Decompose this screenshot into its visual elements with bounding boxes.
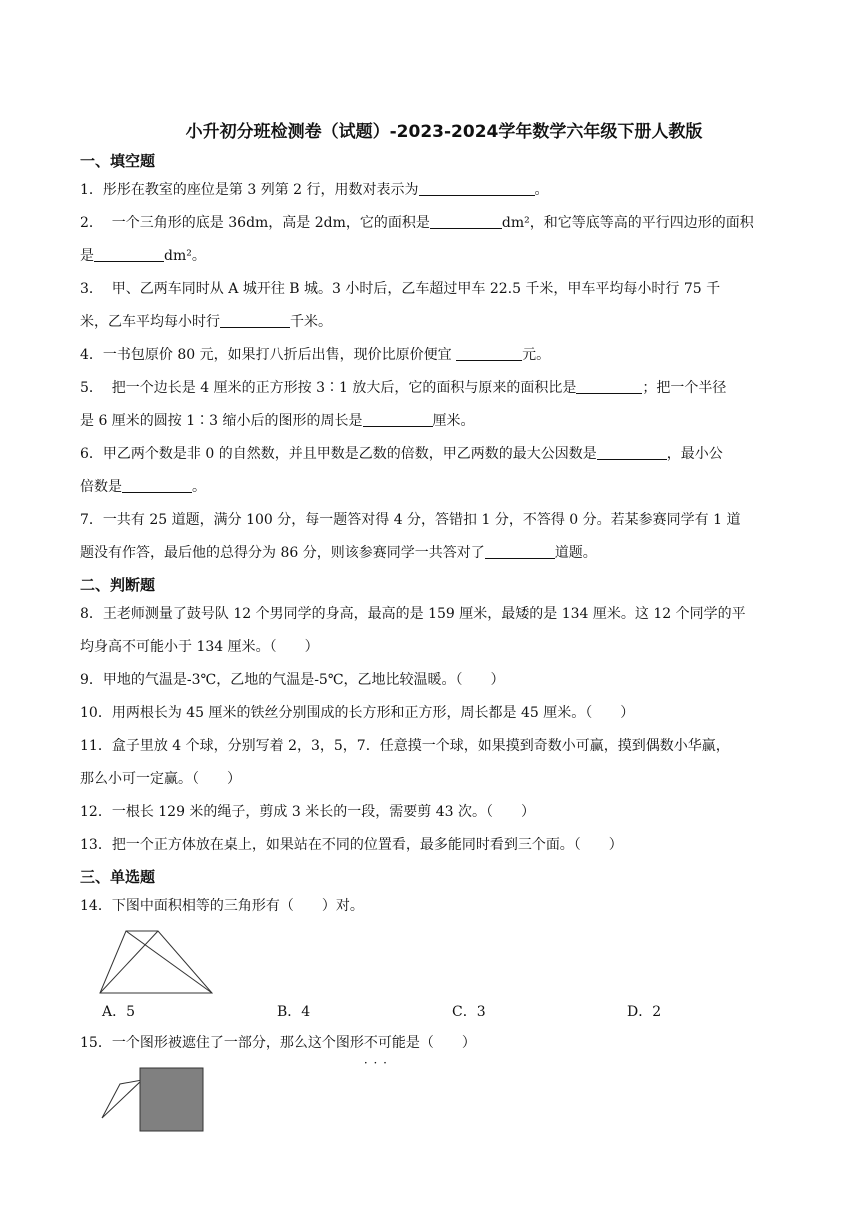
answer-blank[interactable] — [430, 212, 502, 229]
question-14-choices — [80, 997, 808, 1027]
gray-cover-square — [140, 1068, 203, 1131]
question-13: 13．把一个正方体放在桌上，如果站在不同的位置看，最多能同时看到三个面。（ ） — [80, 837, 623, 853]
page-title: 小升初分班检测卷（试题）-2023-2024学年数学六年级下册人教版 — [185, 122, 703, 142]
answer-blank[interactable] — [456, 344, 522, 361]
covered-shape-figure — [100, 1066, 210, 1134]
question-6: 6．甲乙两个数是非 0 的自然数，并且甲数是乙数的倍数，甲乙两数的最大公因数是 ，最小公 倍数是 。 — [80, 438, 808, 504]
answer-blank[interactable] — [94, 245, 164, 262]
section-single-choice: 三、单选题 — [80, 868, 156, 886]
answer-blank[interactable] — [122, 476, 192, 493]
diagonal-line — [126, 931, 212, 993]
question-12: 12．一根长 129 米的绳子，剪成 3 米长的一段，需要剪 43 次。（ ） — [80, 804, 535, 820]
answer-blank[interactable] — [419, 179, 535, 196]
choice-a[interactable]: A．5 — [102, 1004, 136, 1020]
triangle-figure — [98, 929, 216, 997]
partial-triangle — [102, 1080, 142, 1118]
answer-blank[interactable] — [597, 443, 667, 460]
answer-blank[interactable] — [485, 542, 555, 559]
diagonal-line — [100, 931, 158, 993]
question-7: 7．一共有 25 道题，满分 100 分，每一题答对得 4 分，答错扣 1 分，不答得 0 分。若某参赛同学有 1 道 题没有作答，最后他的总得分为 86 分，则该参赛同学一共答对了 道题。 — [80, 512, 741, 561]
question-15: 15．一个图形被遮住了一部分，那么这个图形不可能 · · ·是（ ） — [80, 1027, 808, 1060]
emphasis-text: 不可能 · · · — [364, 1035, 406, 1051]
section-true-false: 二、判断题 — [80, 576, 156, 594]
question-4: 4．一书包原价 80 元，如果打八折后出售，现价比原价便宜 元。 — [80, 339, 808, 372]
answer-blank[interactable] — [363, 410, 433, 427]
answer-blank[interactable] — [220, 311, 290, 328]
question-5: 5． 把一个边长是 4 厘米的正方形按 3∶1 放大后，它的面积与原来的面积比是 ；把一个半径 是 6 厘米的圆按 1∶3 缩小后的图形的周长是 厘米。 — [80, 372, 808, 438]
question-1: 1．彤彤在教室的座位是第 3 列第 2 行，用数对表示为 。 — [80, 174, 808, 207]
answer-blank[interactable] — [576, 377, 642, 394]
choice-b[interactable]: B．4 — [277, 1004, 311, 1020]
choice-d[interactable]: D．2 — [627, 1004, 662, 1020]
question-9: 9．甲地的气温是-3℃，乙地的气温是-5℃，乙地比较温暖。（ ） — [80, 672, 505, 688]
question-11: 11．盒子里放 4 个球，分别写着 2，3，5，7．任意摸一个球，如果摸到奇数小可赢，摸到偶数小华赢， 那么小可一定赢。（ ） — [80, 738, 730, 787]
trapezoid-outline — [100, 931, 212, 993]
question-3: 3． 甲、乙两车同时从 A 城开往 B 城。3 小时后，乙车超过甲车 22.5 千米，甲车平均每小时行 75 千 米，乙车平均每小时行 千米。 — [80, 281, 721, 330]
section-fill-blank: 一、填空题 — [80, 152, 156, 170]
question-14: 14．下图中面积相等的三角形有（ ）对。 — [80, 898, 364, 914]
question-8: 8．王老师测量了鼓号队 12 个男同学的身高，最高的是 159 厘米，最矮的是 134 厘米。这 12 个同学的平 均身高不可能小于 134 厘米。（ ） — [80, 606, 746, 655]
choice-c[interactable]: C．3 — [452, 1004, 486, 1020]
question-10: 10．用两根长为 45 厘米的铁丝分别围成的长方形和正方形，周长都是 45 厘米。（ ） — [80, 705, 635, 721]
question-2: 2． 一个三角形的底是 36dm，高是 2dm，它的面积是 dm²，和它等底等高的平行四边形的面积 是 dm²。 — [80, 207, 808, 273]
